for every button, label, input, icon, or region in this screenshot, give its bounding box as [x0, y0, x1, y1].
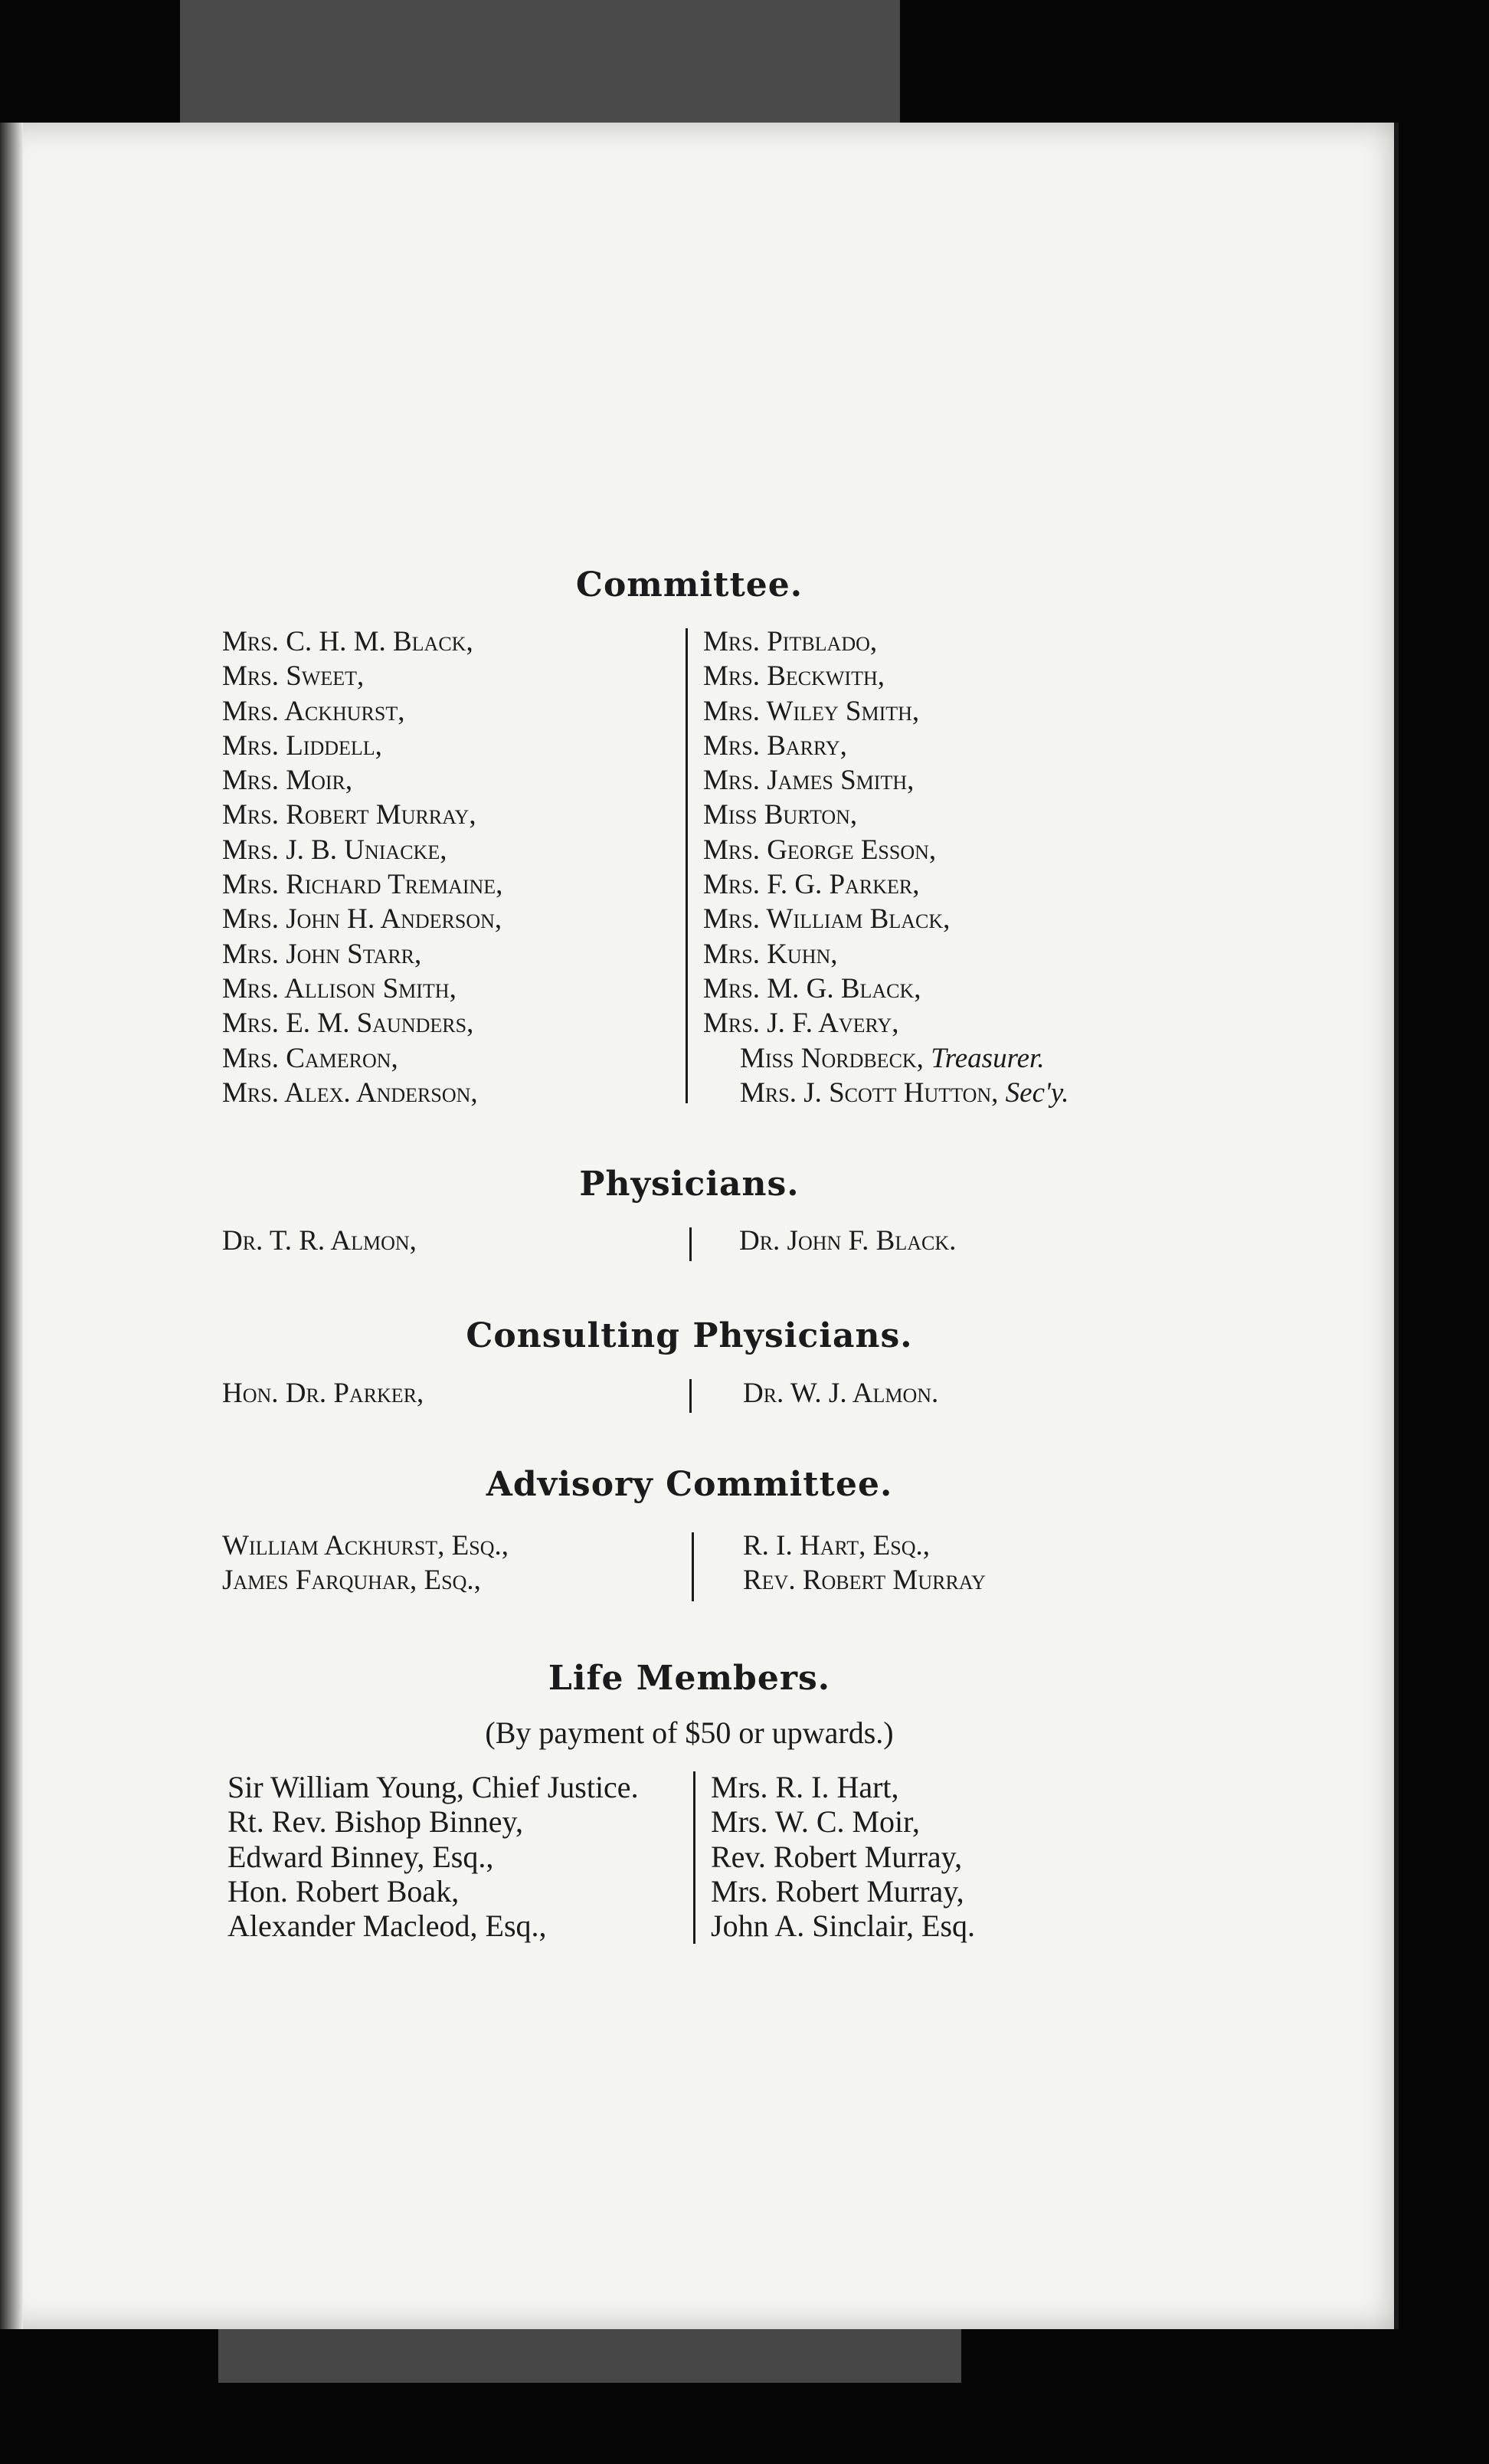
committee-right-column [703, 624, 1069, 1110]
life-member: Rt. Rev. Bishop Binney, [227, 1804, 523, 1840]
committee-left-column [222, 624, 502, 1110]
life-member: Hon. Robert Boak, [227, 1873, 460, 1909]
committee-member: Mrs. Cameron, [222, 1042, 398, 1074]
advisory-left-column [222, 1529, 509, 1598]
committee-member: Mrs. J. B. Uniacke, [222, 834, 447, 866]
life-member: John A. Sinclair, Esq. [711, 1909, 976, 1944]
committee-member: Mrs. Pitblado, [703, 626, 878, 657]
committee-member: Miss Burton, [703, 799, 858, 831]
advisory-member: William Ackhurst, Esq., [222, 1530, 509, 1561]
life-members-left-column [227, 1770, 639, 1943]
advisory-right-column [743, 1529, 986, 1598]
life-member: Edward Binney, Esq., [227, 1839, 494, 1874]
committee-heading: Committee. [575, 565, 803, 605]
committee-member: Mrs. E. M. Saunders, [222, 1008, 474, 1040]
secretary-title: Sec'y. [1005, 1076, 1069, 1109]
advisory-column-divider [692, 1532, 694, 1601]
physician-left: Dr. T. R. Almon, [222, 1225, 417, 1257]
life-members-right-column [711, 1770, 975, 1943]
committee-member: Mrs. Kuhn, [703, 938, 838, 970]
consulting-physician-left: Hon. Dr. Parker, [222, 1378, 424, 1409]
advisory-member: James Farquhar, Esq., [222, 1565, 481, 1597]
committee-member: Mrs. Alex. Anderson, [222, 1076, 478, 1109]
life-member: Rev. Robert Murray, [711, 1839, 963, 1874]
committee-member: Mrs. Ackhurst, [222, 695, 405, 727]
committee-member: Mrs. J. F. Avery, [703, 1008, 899, 1040]
committee-member: Mrs. George Esson, [703, 834, 937, 866]
committee-member: Mrs. John H. Anderson, [222, 903, 502, 935]
committee-member: Mrs. Robert Murray, [222, 799, 476, 831]
physician-right: Dr. John F. Black. [739, 1225, 957, 1257]
life-members-note: (By payment of $50 or upwards.) [485, 1715, 894, 1750]
document-page [0, 123, 1399, 2329]
committee-member: Mrs. John Starr, [222, 938, 422, 970]
life-member: Mrs. R. I. Hart, [711, 1770, 899, 1804]
page-binding-edge [0, 123, 23, 2329]
life-members-heading: Life Members. [548, 1659, 831, 1698]
committee-member: Mrs. C. H. M. Black, [222, 626, 473, 657]
treasurer-name: Miss Nordbeck, [740, 1042, 924, 1074]
advisory-member: R. I. Hart, Esq., [743, 1530, 930, 1561]
committee-member: Mrs. Beckwith, [703, 660, 885, 693]
consulting-physicians-heading: Consulting Physicians. [466, 1316, 913, 1355]
committee-member: Mrs. Wiley Smith, [703, 695, 920, 727]
committee-member: Mrs. William Black, [703, 903, 951, 935]
committee-member: Mrs. Barry, [703, 729, 847, 762]
life-member: Alexander Macleod, Esq., [227, 1909, 547, 1944]
committee-column-divider [686, 628, 688, 1103]
consulting-column-divider [689, 1379, 692, 1413]
committee-member: Mrs. Liddell, [222, 729, 382, 762]
committee-member: Mrs. M. G. Black, [703, 972, 921, 1004]
life-member: Sir William Young, Chief Justice. [227, 1770, 639, 1804]
committee-treasurer [703, 1041, 1069, 1076]
treasurer-title: Treasurer. [931, 1042, 1045, 1074]
committee-member: Mrs. Moir, [222, 765, 353, 797]
physicians-heading: Physicians. [579, 1165, 800, 1204]
physicians-column-divider [689, 1227, 692, 1261]
consulting-physician-right: Dr. W. J. Almon. [743, 1378, 939, 1409]
committee-member: Mrs. F. G. Parker, [703, 869, 920, 901]
committee-secretary [703, 1076, 1069, 1110]
advisory-member: Rev. Robert Murray [743, 1565, 986, 1597]
committee-member: Mrs. Allison Smith, [222, 972, 457, 1004]
advisory-committee-heading: Advisory Committee. [486, 1465, 893, 1504]
life-member: Mrs. Robert Murray, [711, 1873, 964, 1909]
committee-member: Mrs. Richard Tremaine, [222, 869, 503, 901]
life-members-column-divider [693, 1771, 695, 1944]
committee-member: Mrs. James Smith, [703, 765, 915, 797]
life-member: Mrs. W. C. Moir, [711, 1804, 920, 1840]
committee-member: Mrs. Sweet, [222, 660, 365, 693]
secretary-name: Mrs. J. Scott Hutton, [740, 1076, 999, 1109]
